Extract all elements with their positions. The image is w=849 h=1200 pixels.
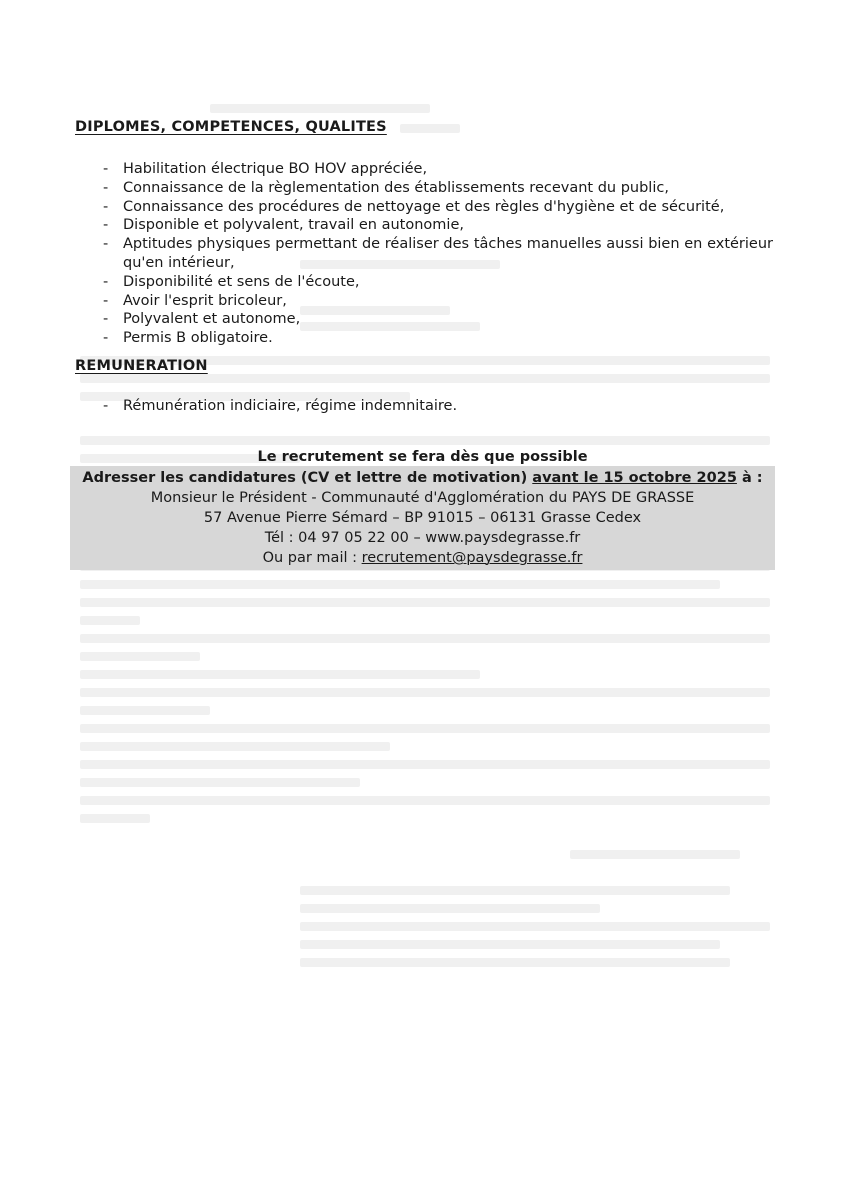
email-prefix: Ou par mail : (262, 550, 362, 566)
list-item: - Aptitudes physiques permettant de réaliser des tâches manuelles aussi bien en extérieur qu'en intérieur, (103, 235, 773, 273)
application-box (70, 466, 775, 570)
apply-instruction (70, 468, 775, 488)
list-item: - Rémunération indiciaire, régime indemnitaire. (103, 397, 783, 416)
remuneration-list (103, 397, 783, 416)
list-item: - Habilitation électrique BO HOV appréciée, (103, 160, 783, 179)
recipient-organisation: Communauté d'Agglomération (321, 490, 545, 506)
list-item: - Disponibilité et sens de l'écoute, (103, 273, 783, 292)
section-title-qualifications: DIPLOMES, COMPETENCES, QUALITES (75, 119, 387, 135)
recipient-line (70, 488, 775, 508)
list-item: - Polyvalent et autonome, (103, 310, 783, 329)
email-link[interactable]: recrutement@paysdegrasse.fr (361, 550, 583, 566)
qualifications-list (103, 160, 783, 348)
postal-address: 57 Avenue Pierre Sémard – BP 91015 – 06131 Grasse Cedex (203, 510, 642, 526)
list-item: - Connaissance des procédures de nettoyage et des règles d'hygiène et de sécurité, (103, 198, 783, 217)
recipient-separator: - (306, 490, 322, 506)
email-line (70, 548, 775, 568)
list-item: - Avoir l'esprit bricoleur, (103, 292, 783, 311)
application-notice (70, 448, 775, 570)
section-title-remuneration: REMUNERATION (75, 358, 208, 374)
recipient-title: Monsieur le Président (150, 490, 307, 506)
recipient-territory: du PAYS DE GRASSE (544, 490, 695, 506)
list-item: - Disponible et polyvalent, travail en autonomie, (103, 216, 783, 235)
list-item: - Connaissance de la règlementation des établissements recevant du public, (103, 179, 783, 198)
list-item: - Permis B obligatoire. (103, 329, 783, 348)
apply-prefix: Adresser les candidatures (CV et lettre de motivation) (82, 470, 533, 486)
apply-suffix: à : (736, 470, 763, 486)
phone-website: Tél : 04 97 05 22 00 – www.paysdegrasse.fr (264, 530, 581, 546)
deadline: avant le 15 octobre 2025 (532, 470, 737, 486)
recruitment-headline: Le recrutement se fera dès que possible (257, 449, 588, 465)
